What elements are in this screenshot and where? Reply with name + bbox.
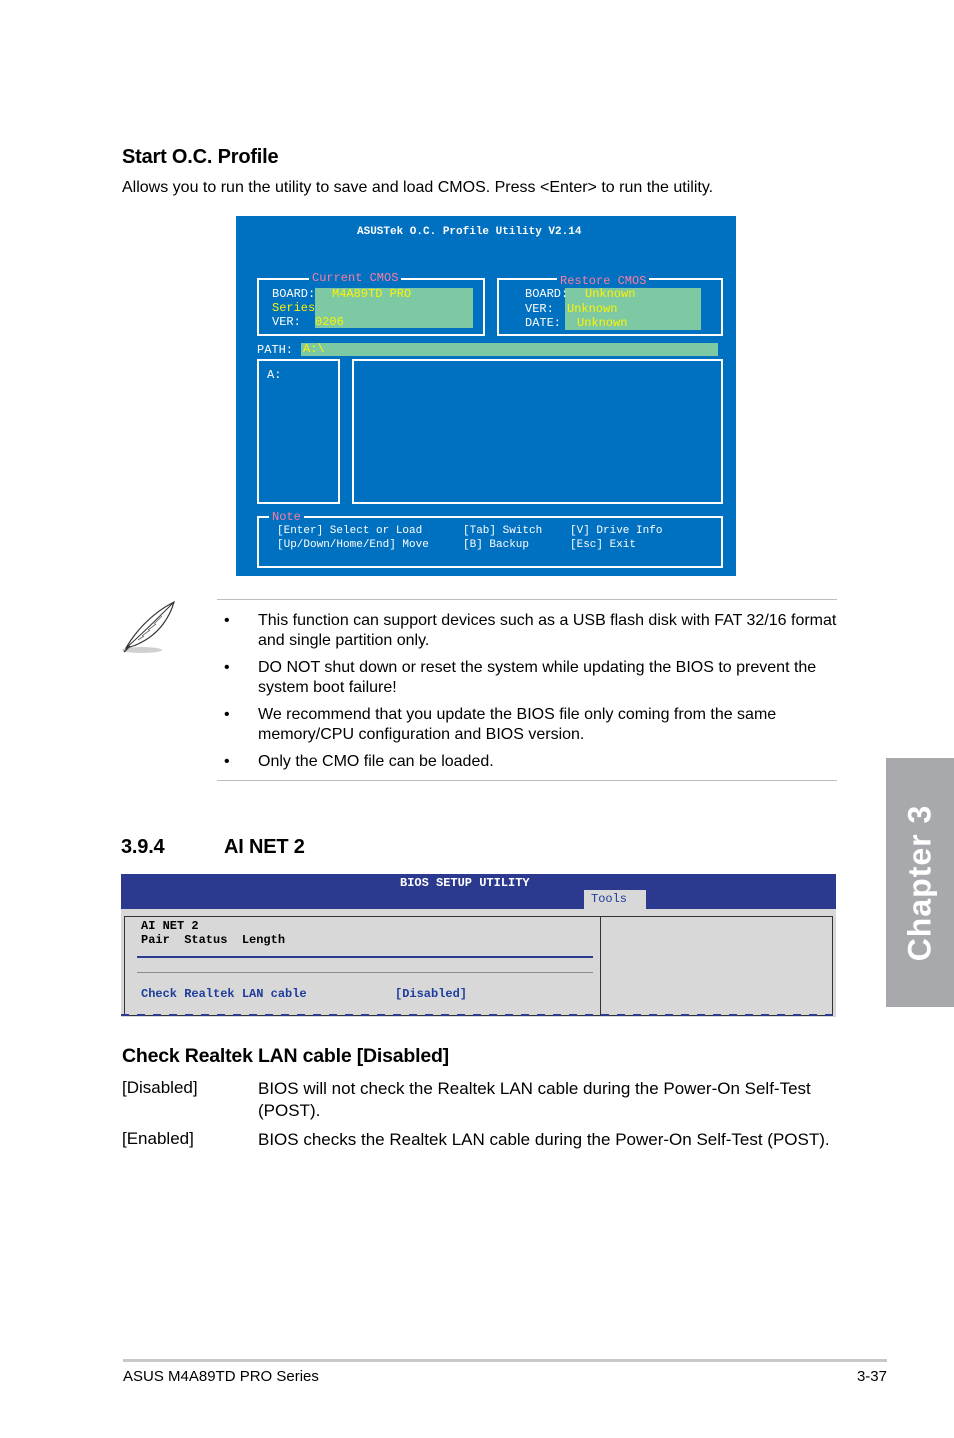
note-divider-bottom — [217, 780, 837, 781]
restore-ver-label: VER: — [525, 302, 554, 316]
restore-board-value: Unknown — [585, 287, 636, 301]
current-ver-value: 0206 — [315, 315, 344, 329]
restore-cmos-legend: Restore CMOS — [557, 274, 649, 288]
section-description: Allows you to run the utility to save and load CMOS. Press <Enter> to run the utility. — [122, 179, 714, 196]
footer-rule — [123, 1359, 887, 1362]
bullet: • — [224, 659, 230, 676]
bios-line-ainet: AI NET 2 — [141, 919, 199, 933]
footer-page-number: 3-37 — [856, 1368, 887, 1385]
restore-cmos-panel — [497, 274, 723, 336]
note-item: DO NOT shut down or reset the system while updating the BIOS to prevent the system boot failure! — [258, 659, 817, 696]
note-exit: [Esc] Exit — [570, 539, 637, 551]
section-heading-start-oc-profile: Start O.C. Profile — [122, 146, 279, 168]
bullet: • — [224, 706, 230, 723]
current-cmos-legend: Current CMOS — [309, 271, 401, 285]
footer-product: ASUS M4A89TD PRO Series — [123, 1368, 319, 1385]
bios-title: BIOS SETUP UTILITY — [400, 876, 530, 890]
note-divider-top — [217, 599, 837, 600]
bios-rule-thin — [137, 972, 593, 973]
section-title: AI NET 2 — [224, 836, 305, 858]
section-heading-check-lan: Check Realtek LAN cable [Disabled] — [122, 1045, 449, 1067]
option-term-disabled: [Disabled] — [122, 1078, 198, 1097]
note-legend: Note — [269, 510, 304, 524]
path-label: PATH: — [257, 343, 294, 357]
note-enter: [Enter] Select or Load — [277, 525, 423, 537]
note-drive-info: [V] Drive Info — [570, 525, 663, 537]
utility-title: ASUSTek O.C. Profile Utility V2.14 — [357, 226, 582, 238]
note-backup: [B] Backup — [463, 539, 530, 551]
bullet: • — [224, 612, 230, 629]
current-board-value-line2: Series — [272, 301, 316, 315]
current-board-label: BOARD: — [272, 287, 316, 301]
bios-item-value[interactable]: [Disabled] — [395, 987, 468, 1001]
note-item: This function can support devices such as a USB flash disk with FAT 32/16 format and single partition only. — [258, 612, 837, 649]
bios-frame — [124, 916, 833, 1016]
restore-date-value: Unknown — [577, 316, 628, 330]
chapter-tab — [886, 758, 954, 1007]
bios-tab-label: Tools — [591, 892, 628, 906]
restore-date-label: DATE: — [525, 316, 562, 330]
bios-line-header: Pair Status Length — [141, 933, 286, 947]
bios-rule — [137, 956, 593, 958]
oc-profile-utility-screen — [236, 216, 736, 576]
path-field[interactable] — [301, 343, 718, 356]
option-desc-disabled: BIOS will not check the Realtek LAN cable during the Power-On Self-Test (POST). — [258, 1079, 811, 1120]
current-cmos-panel — [257, 271, 485, 336]
note-panel — [257, 510, 723, 568]
bullet: • — [224, 753, 230, 770]
bios-tab-tools[interactable] — [584, 890, 646, 909]
current-ver-label: VER: — [272, 315, 301, 329]
drive-a-label[interactable]: A: — [267, 368, 282, 382]
note-tab: [Tab] Switch — [463, 525, 543, 537]
option-term-enabled: [Enabled] — [122, 1129, 194, 1148]
bios-help-divider — [600, 916, 601, 1016]
note-item: We recommend that you update the BIOS file only coming from the same memory/CPU configuration and BIOS version. — [258, 706, 777, 743]
section-number: 3.9.4 — [121, 836, 165, 858]
drive-list-panel[interactable] — [257, 359, 340, 504]
bios-dashed-edge — [121, 1014, 836, 1016]
path-value: A:\ — [303, 342, 325, 356]
current-board-value: M4A89TD PRO — [332, 287, 412, 301]
feather-note-icon — [120, 600, 180, 656]
option-desc-enabled: BIOS checks the Realtek LAN cable during the Power-On Self-Test (POST). — [258, 1130, 830, 1149]
bios-item-label[interactable]: Check Realtek LAN cable — [141, 987, 307, 1001]
note-move: [Up/Down/Home/End] Move — [277, 539, 429, 551]
bios-body — [121, 909, 836, 1017]
chapter-tab-label: Chapter 3 — [901, 804, 938, 961]
note-item: Only the CMO file can be loaded. — [258, 753, 494, 770]
restore-ver-value: Unknown — [567, 302, 618, 316]
restore-board-label: BOARD: — [525, 287, 569, 301]
file-list-panel[interactable] — [352, 359, 723, 504]
bios-header — [121, 874, 836, 909]
